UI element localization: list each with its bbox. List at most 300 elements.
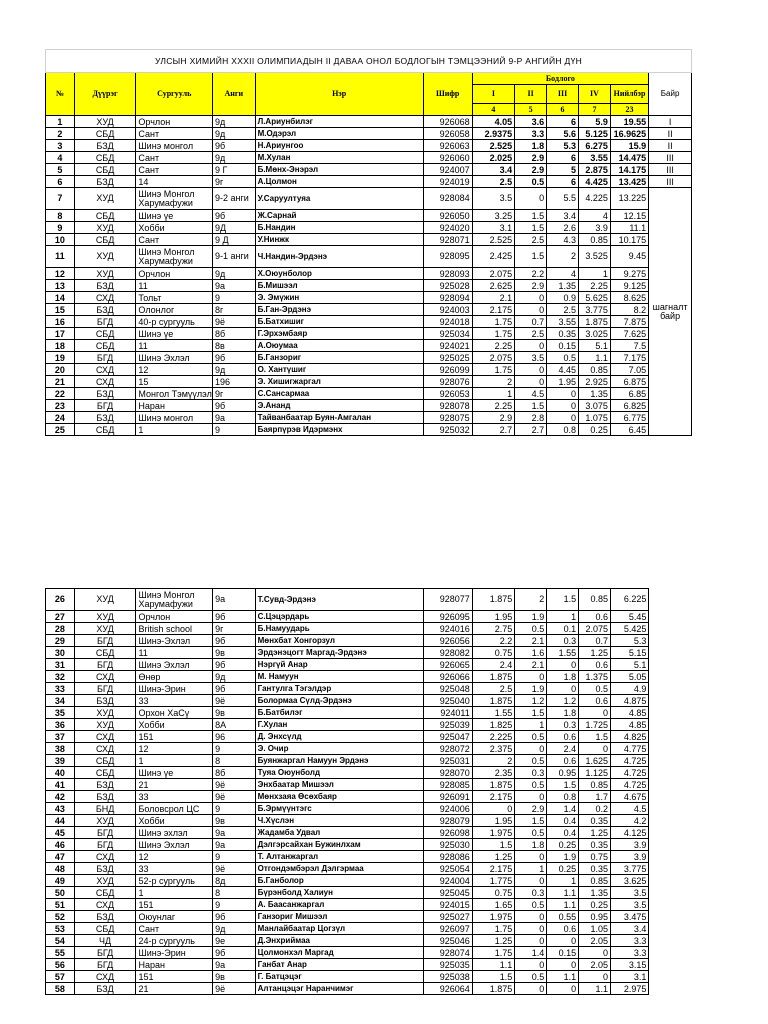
district-cell: БГД — [74, 659, 136, 671]
school-cell: 11 — [136, 280, 213, 292]
school-cell: Шинэ-Эхлэл — [136, 635, 213, 647]
score-cell: 2.7 — [515, 424, 547, 436]
row-number: 40 — [46, 767, 75, 779]
district-cell: СБД — [74, 755, 136, 767]
score-cell: 0.5 — [515, 827, 547, 839]
total-score-cell: 8.625 — [610, 292, 648, 304]
row-number: 27 — [46, 611, 75, 623]
row-number: 32 — [46, 671, 75, 683]
row-number: 9 — [46, 222, 75, 234]
total-score-cell: 6.45 — [610, 424, 648, 436]
code-cell: 928071 — [423, 234, 472, 246]
district-cell: СБД — [74, 152, 136, 164]
total-score-cell: 6.85 — [610, 388, 648, 400]
code-cell: 926065 — [423, 659, 472, 671]
school-cell: 12 — [136, 743, 213, 755]
code-cell: 924006 — [423, 803, 472, 815]
score-cell: 1 — [515, 863, 547, 875]
score-cell: 0 — [579, 971, 611, 983]
district-cell: ХУД — [74, 707, 136, 719]
row-number: 43 — [46, 803, 75, 815]
total-score-cell: 7.175 — [610, 352, 648, 364]
score-cell: 1.8 — [515, 140, 547, 152]
student-name-cell: Цолмонхэл Маргад — [255, 947, 423, 959]
score-cell: 0.3 — [515, 767, 547, 779]
district-cell: СБД — [74, 164, 136, 176]
school-cell: Монгол Тэмүүлэл — [136, 388, 213, 400]
student-name-cell: Ганзориг Мишээл — [255, 911, 423, 923]
code-cell: 928079 — [423, 815, 472, 827]
school-cell: 21 — [136, 983, 213, 995]
rank-cell — [649, 611, 692, 623]
score-cell: 2.075 — [579, 623, 611, 635]
score-cell: 0 — [515, 671, 547, 683]
row-number: 16 — [46, 316, 75, 328]
student-name-cell: Гантулга Тэгэлдэр — [255, 683, 423, 695]
code-cell: 926053 — [423, 388, 472, 400]
score-cell: 2.4 — [472, 659, 515, 671]
class-cell: 9б — [213, 352, 256, 364]
score-cell: 5.9 — [578, 116, 610, 128]
rank-cell — [649, 887, 692, 899]
score-cell: 2.525 — [472, 140, 515, 152]
school-cell: Шинэ Монгол Харумафужи — [136, 246, 213, 268]
score-cell: 1.8 — [547, 707, 579, 719]
student-name-cell: Э. Хишигжаргал — [255, 376, 423, 388]
code-cell: 928076 — [423, 376, 472, 388]
class-cell: 9б — [213, 210, 256, 222]
total-score-cell: 5.3 — [611, 635, 649, 647]
row-number: 26 — [46, 589, 75, 611]
class-cell: 9д — [213, 364, 256, 376]
district-cell: ХУД — [74, 623, 136, 635]
score-cell: 2.1 — [515, 659, 547, 671]
class-cell: 9б — [213, 635, 256, 647]
row-number: 35 — [46, 707, 75, 719]
score-cell: 0.5 — [515, 176, 547, 188]
total-score-cell: 16.9625 — [610, 128, 648, 140]
district-cell: БЗД — [74, 412, 136, 424]
code-cell: 926063 — [423, 140, 472, 152]
row-number: 10 — [46, 234, 75, 246]
table-row — [46, 935, 692, 947]
student-name-cell: А.Цолмон — [255, 176, 423, 188]
district-cell: СХД — [74, 292, 136, 304]
table-row — [46, 983, 692, 995]
student-name-cell: Д.Энхриймаа — [255, 935, 423, 947]
score-cell: 4.3 — [547, 234, 579, 246]
score-cell: 0.5 — [515, 755, 547, 767]
student-name-cell: С.Сансармаа — [255, 388, 423, 400]
row-number: 52 — [46, 911, 75, 923]
code-cell: 926099 — [423, 364, 472, 376]
row-number: 29 — [46, 635, 75, 647]
total-score-cell: 5.425 — [611, 623, 649, 635]
score-cell: 1.5 — [515, 246, 547, 268]
score-cell: 2.75 — [472, 623, 515, 635]
table-row — [46, 140, 692, 152]
class-cell: 196 — [213, 376, 256, 388]
student-name-cell: Б.Ганзориг — [255, 352, 423, 364]
score-cell: 2.25 — [578, 280, 610, 292]
score-cell: 0 — [547, 983, 579, 995]
score-cell: 0 — [547, 935, 579, 947]
total-score-cell: 4.875 — [611, 695, 649, 707]
score-cell: 0 — [515, 959, 547, 971]
class-cell: 9б — [213, 911, 256, 923]
rank-cell: III — [649, 164, 692, 176]
student-name-cell: Баярпүрэв Идэрмэнх — [255, 424, 423, 436]
rank-cell — [649, 839, 692, 851]
class-cell: 8г — [213, 304, 256, 316]
score-cell: 2.4 — [547, 743, 579, 755]
student-name-cell: Ч.Хүслэн — [255, 815, 423, 827]
score-cell: 1.8 — [547, 671, 579, 683]
class-cell: 9е — [213, 935, 256, 947]
total-score-cell: 5.1 — [611, 659, 649, 671]
student-name-cell: Туяа Оюунболд — [255, 767, 423, 779]
score-cell: 0.2 — [579, 803, 611, 815]
row-number: 2 — [46, 128, 75, 140]
student-name-cell: М.Хулан — [255, 152, 423, 164]
row-number: 42 — [46, 791, 75, 803]
student-name-cell: Т.Сувд-Эрдэнэ — [255, 589, 423, 611]
rank-cell: II — [649, 128, 692, 140]
score-cell: 1.5 — [515, 400, 547, 412]
school-cell: 11 — [136, 647, 213, 659]
table-row — [46, 376, 692, 388]
score-cell: 6 — [547, 176, 579, 188]
total-score-cell: 6.825 — [610, 400, 648, 412]
total-score-cell: 9.275 — [610, 268, 648, 280]
table-row — [46, 911, 692, 923]
row-number: 36 — [46, 719, 75, 731]
school-cell: Шинэ монгол — [136, 140, 213, 152]
table-row — [46, 222, 692, 234]
page-title: УЛСЫН ХИМИЙН XXXII ОЛИМПИАДЫН II ДАВАА ОНОЛ БОДЛОГЫН ТЭМЦЭЭНИЙ 9-Р АНГИЙН ДҮН — [46, 50, 692, 73]
score-cell: 2.525 — [472, 234, 515, 246]
score-cell: 2.2 — [515, 268, 547, 280]
score-cell: 1.5 — [515, 707, 547, 719]
table-row — [46, 400, 692, 412]
school-cell: 15 — [136, 376, 213, 388]
row-number: 4 — [46, 152, 75, 164]
total-score-cell: 13.225 — [610, 188, 648, 210]
score-cell: 1.25 — [472, 935, 515, 947]
class-cell: 9д — [213, 923, 256, 935]
row-number: 22 — [46, 388, 75, 400]
score-cell: 6 — [547, 116, 579, 128]
class-cell: 9ё — [213, 695, 256, 707]
score-cell: 1.1 — [578, 352, 610, 364]
score-cell: 2.1 — [515, 635, 547, 647]
score-cell: 3.6 — [515, 116, 547, 128]
row-number: 31 — [46, 659, 75, 671]
table-row — [46, 827, 692, 839]
district-cell: СБД — [74, 128, 136, 140]
score-cell: 0.5 — [579, 683, 611, 695]
code-cell: 926060 — [423, 152, 472, 164]
row-number: 5 — [46, 164, 75, 176]
total-score-cell: 15.9 — [610, 140, 648, 152]
class-cell: 9д — [213, 152, 256, 164]
student-name-cell: У.Саруултуяа — [255, 188, 423, 210]
code-cell: 928086 — [423, 851, 472, 863]
score-cell: 1.875 — [472, 589, 515, 611]
score-cell: 0 — [472, 803, 515, 815]
score-cell: 1.9 — [547, 851, 579, 863]
score-cell: 1.725 — [579, 719, 611, 731]
student-name-cell: О. Хантүшиг — [255, 364, 423, 376]
total-score-cell: 4.825 — [611, 731, 649, 743]
score-cell: 1.125 — [579, 767, 611, 779]
score-cell: 1.1 — [472, 959, 515, 971]
class-cell: 9в — [213, 707, 256, 719]
rank-cell: II — [649, 140, 692, 152]
table-row — [46, 280, 692, 292]
class-cell: 9ё — [213, 863, 256, 875]
header-problem-1: I — [472, 85, 515, 104]
school-cell: 40-р сургууль — [136, 316, 213, 328]
score-cell: 1.1 — [547, 971, 579, 983]
score-cell: 0 — [547, 683, 579, 695]
code-cell: 925027 — [423, 911, 472, 923]
row-number: 58 — [46, 983, 75, 995]
table-row — [46, 234, 692, 246]
table-row — [46, 128, 692, 140]
row-number: 28 — [46, 623, 75, 635]
total-score-cell: 4.725 — [611, 767, 649, 779]
table-row — [46, 364, 692, 376]
district-cell: БГД — [74, 959, 136, 971]
score-cell: 1.75 — [472, 923, 515, 935]
score-cell: 2.625 — [472, 280, 515, 292]
school-cell: Шинэ эхлэл — [136, 827, 213, 839]
score-cell: 1.75 — [472, 364, 515, 376]
row-number: 17 — [46, 328, 75, 340]
class-cell: 9 — [213, 899, 256, 911]
results-sheet-part1 — [45, 49, 692, 436]
total-score-cell: 4.725 — [611, 779, 649, 791]
total-score-cell: 9.125 — [610, 280, 648, 292]
score-cell: 1 — [578, 268, 610, 280]
rank-cell — [649, 623, 692, 635]
code-cell: 924015 — [423, 899, 472, 911]
code-cell: 925034 — [423, 328, 472, 340]
total-score-cell: 3.3 — [611, 947, 649, 959]
student-name-cell: Э. Очир — [255, 743, 423, 755]
student-name-cell: Нэргүй Анар — [255, 659, 423, 671]
school-cell: Шинэ монгол — [136, 412, 213, 424]
score-cell: 4.05 — [472, 116, 515, 128]
school-cell: 14 — [136, 176, 213, 188]
score-cell: 1.975 — [472, 827, 515, 839]
score-cell: 1.5 — [547, 589, 579, 611]
district-cell: БЗД — [74, 695, 136, 707]
code-cell: 924011 — [423, 707, 472, 719]
student-name-cell: Л.Ариунбилэг — [255, 116, 423, 128]
school-cell: 151 — [136, 899, 213, 911]
row-number: 19 — [46, 352, 75, 364]
score-cell: 0.5 — [515, 971, 547, 983]
school-cell: 12 — [136, 851, 213, 863]
score-cell: 6 — [547, 152, 579, 164]
score-cell: 2.175 — [472, 791, 515, 803]
class-cell: 9 — [213, 803, 256, 815]
header-school: Сургууль — [136, 73, 213, 116]
district-cell: ХУД — [74, 222, 136, 234]
total-score-cell: 3.9 — [611, 851, 649, 863]
school-cell: 12 — [136, 364, 213, 376]
score-cell: 0.85 — [578, 364, 610, 376]
score-cell: 0 — [547, 959, 579, 971]
score-cell: 1.875 — [472, 671, 515, 683]
row-number: 37 — [46, 731, 75, 743]
code-cell: 925030 — [423, 839, 472, 851]
total-score-cell: 4.5 — [611, 803, 649, 815]
total-score-cell: 3.1 — [611, 971, 649, 983]
district-cell: БЗД — [74, 280, 136, 292]
row-number: 57 — [46, 971, 75, 983]
class-cell: 9а — [213, 280, 256, 292]
score-cell: 1 — [547, 611, 579, 623]
district-cell: СБД — [74, 887, 136, 899]
score-cell: 2.8 — [515, 412, 547, 424]
code-cell: 928070 — [423, 767, 472, 779]
score-cell: 0.3 — [547, 635, 579, 647]
class-cell: 9Д — [213, 222, 256, 234]
row-number: 56 — [46, 959, 75, 971]
score-cell: 5 — [547, 164, 579, 176]
score-cell: 3.5 — [515, 352, 547, 364]
student-name-cell: Ч.Нандин-Эрдэнэ — [255, 246, 423, 268]
score-cell: 0.5 — [515, 899, 547, 911]
score-cell: 1.1 — [547, 899, 579, 911]
score-cell: 1.4 — [515, 947, 547, 959]
total-score-cell: 10.175 — [610, 234, 648, 246]
student-name-cell: Э.Ананд — [255, 400, 423, 412]
table-row — [46, 152, 692, 164]
score-cell: 2.425 — [472, 246, 515, 268]
table-row — [46, 851, 692, 863]
district-cell: СХД — [74, 364, 136, 376]
total-score-cell: 4.9 — [611, 683, 649, 695]
class-cell: 9 — [213, 424, 256, 436]
score-cell: 3.075 — [578, 400, 610, 412]
row-number: 54 — [46, 935, 75, 947]
score-cell: 1.875 — [472, 695, 515, 707]
score-cell: 0 — [547, 400, 579, 412]
score-cell: 2 — [515, 589, 547, 611]
rank-cell — [649, 647, 692, 659]
score-cell: 1.9 — [515, 683, 547, 695]
total-score-cell: 12.15 — [610, 210, 648, 222]
school-cell: Шинэ-Эрин — [136, 947, 213, 959]
student-name-cell: Б.Намуударь — [255, 623, 423, 635]
student-name-cell: Э. Эмүжин — [255, 292, 423, 304]
score-cell: 2.1 — [472, 292, 515, 304]
student-name-cell: Б.Мөнх-Энэрэл — [255, 164, 423, 176]
row-number: 24 — [46, 412, 75, 424]
table-row — [46, 659, 692, 671]
district-cell: СХД — [74, 971, 136, 983]
student-name-cell: Буянжаргал Намуун Эрдэнэ — [255, 755, 423, 767]
score-cell: 1.5 — [515, 815, 547, 827]
row-number: 20 — [46, 364, 75, 376]
table-row — [46, 328, 692, 340]
code-cell: 928082 — [423, 647, 472, 659]
score-cell: 4.5 — [515, 388, 547, 400]
score-cell: 1.75 — [472, 947, 515, 959]
header-rank: Байр — [649, 73, 692, 116]
class-cell: 9б — [213, 400, 256, 412]
student-name-cell: Т. Алтанжаргал — [255, 851, 423, 863]
rank-cell — [649, 731, 692, 743]
district-cell: БЗД — [74, 388, 136, 400]
score-cell: 3.25 — [472, 210, 515, 222]
score-cell: 0 — [515, 743, 547, 755]
table-row — [46, 875, 692, 887]
code-cell: 926050 — [423, 210, 472, 222]
class-cell: 9 Д — [213, 234, 256, 246]
rank-cell — [649, 827, 692, 839]
score-cell: 5.3 — [547, 140, 579, 152]
code-cell: 926095 — [423, 611, 472, 623]
score-cell: 2.9 — [472, 412, 515, 424]
total-score-cell: 14.175 — [610, 164, 648, 176]
score-cell: 1.95 — [472, 815, 515, 827]
class-cell: 9б — [213, 683, 256, 695]
student-name-cell: А. Баасанжаргал — [255, 899, 423, 911]
score-cell: 5.1 — [578, 340, 610, 352]
table-row — [46, 923, 692, 935]
class-cell: 9б — [213, 659, 256, 671]
table-row — [46, 388, 692, 400]
total-score-cell: 19.55 — [610, 116, 648, 128]
district-cell: СХД — [74, 743, 136, 755]
score-cell: 1.75 — [472, 316, 515, 328]
table-row — [46, 316, 692, 328]
score-cell: 3.4 — [472, 164, 515, 176]
score-cell: 1.4 — [547, 803, 579, 815]
score-cell: 1.5 — [472, 971, 515, 983]
score-cell: 1.1 — [547, 887, 579, 899]
rank-cell — [649, 791, 692, 803]
student-name-cell: У.Нинжк — [255, 234, 423, 246]
score-cell: 1.5 — [472, 839, 515, 851]
score-cell: 0 — [515, 875, 547, 887]
score-cell: 2.5 — [472, 176, 515, 188]
district-cell: СХД — [74, 376, 136, 388]
school-cell: Тольт — [136, 292, 213, 304]
header-code: Шифр — [423, 73, 472, 116]
school-cell: 24-р сургууль — [136, 935, 213, 947]
row-number: 13 — [46, 280, 75, 292]
class-cell: 8 — [213, 887, 256, 899]
score-cell: 4.45 — [547, 364, 579, 376]
rank-cell — [649, 899, 692, 911]
row-number: 53 — [46, 923, 75, 935]
rank-cell — [649, 695, 692, 707]
table-row — [46, 292, 692, 304]
total-score-cell: 3.15 — [611, 959, 649, 971]
table-row — [46, 647, 692, 659]
score-cell: 1.6 — [515, 647, 547, 659]
total-score-cell: 7.5 — [610, 340, 648, 352]
school-cell: Орчлон — [136, 268, 213, 280]
score-cell: 0.6 — [579, 695, 611, 707]
table-row — [46, 959, 692, 971]
